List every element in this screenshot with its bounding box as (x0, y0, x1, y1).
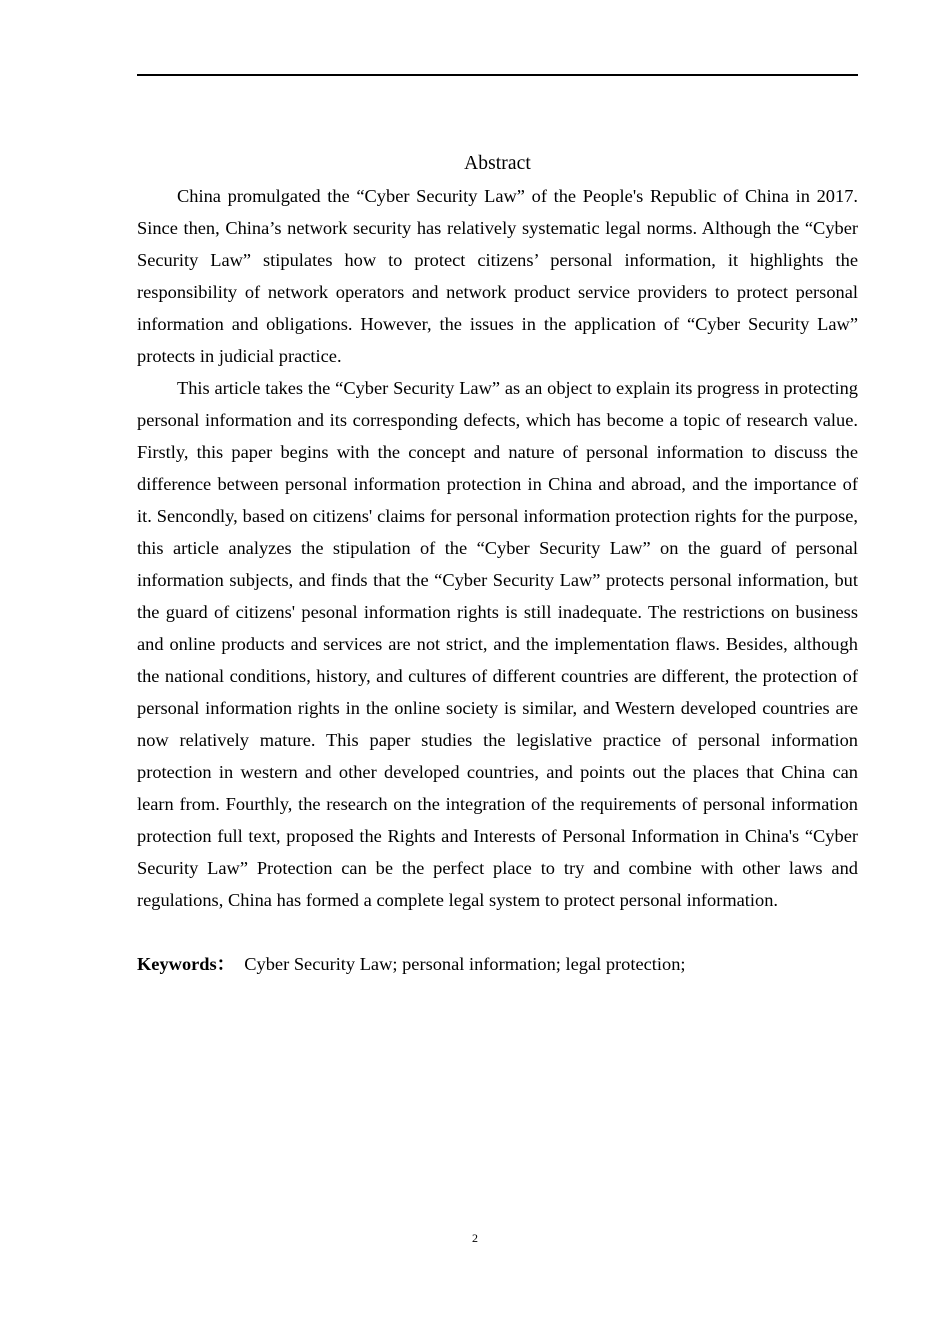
header-divider-line (137, 74, 858, 76)
paragraph-spacer (137, 916, 858, 948)
keywords-line (137, 948, 858, 980)
page-title: Abstract (464, 153, 531, 174)
page-number: 2 (472, 1231, 478, 1245)
abstract-paragraph-1: China promulgated the “Cyber Security Law” of the People's Republic of China in 2017. Since then, China’s network security has relatively systematic legal norms. Although the “Cyber Security Law” stipulates how to protect citizens’ personal information, it highlights the responsibility of network operators and network product service providers to protect personal information and obligations. However, the issues in the application of “Cyber Security Law” protects in judicial practice. (137, 186, 858, 366)
header-rule-container (137, 74, 858, 94)
abstract-paragraph-2: This article takes the “Cyber Security Law” as an object to explain its progress in protecting personal information and its corresponding defects, which has become a topic of research value. Firstly, this paper begins with the concept and nature of personal information to discuss the difference between personal information protection in China and abroad, and the importance of it. Sencondly, based on citizens' claims for personal information protection rights for the purpose, this article analyzes the stipulation of the “Cyber Security Law” on the guard of personal information subjects, and finds that the “Cyber Security Law” protects personal information, but the guard of citizens' pesonal information rights is still inadequate. The restrictions on business and online products and services are not strict, and the implementation flaws. Besides, although the national conditions, history, and cultures of different countries are different, the protection of personal information rights in the online society is similar, and Western developed countries are now relatively mature. This paper studies the legislative practice of personal information protection in western and other developed countries, and points out the places that China can learn from. Fourthly, the research on the integration of the requirements of personal information protection full text, proposed the Rights and Interests of Personal Information in China's “Cyber Security Law” Protection can be the perfect place to try and combine with other laws and regulations, China has formed a complete legal system to protect personal information. (137, 378, 858, 910)
keywords-label: Keywords： (137, 954, 236, 974)
keywords-value: Cyber Security Law; personal information; legal protection; (235, 954, 686, 974)
document-body (137, 148, 858, 980)
